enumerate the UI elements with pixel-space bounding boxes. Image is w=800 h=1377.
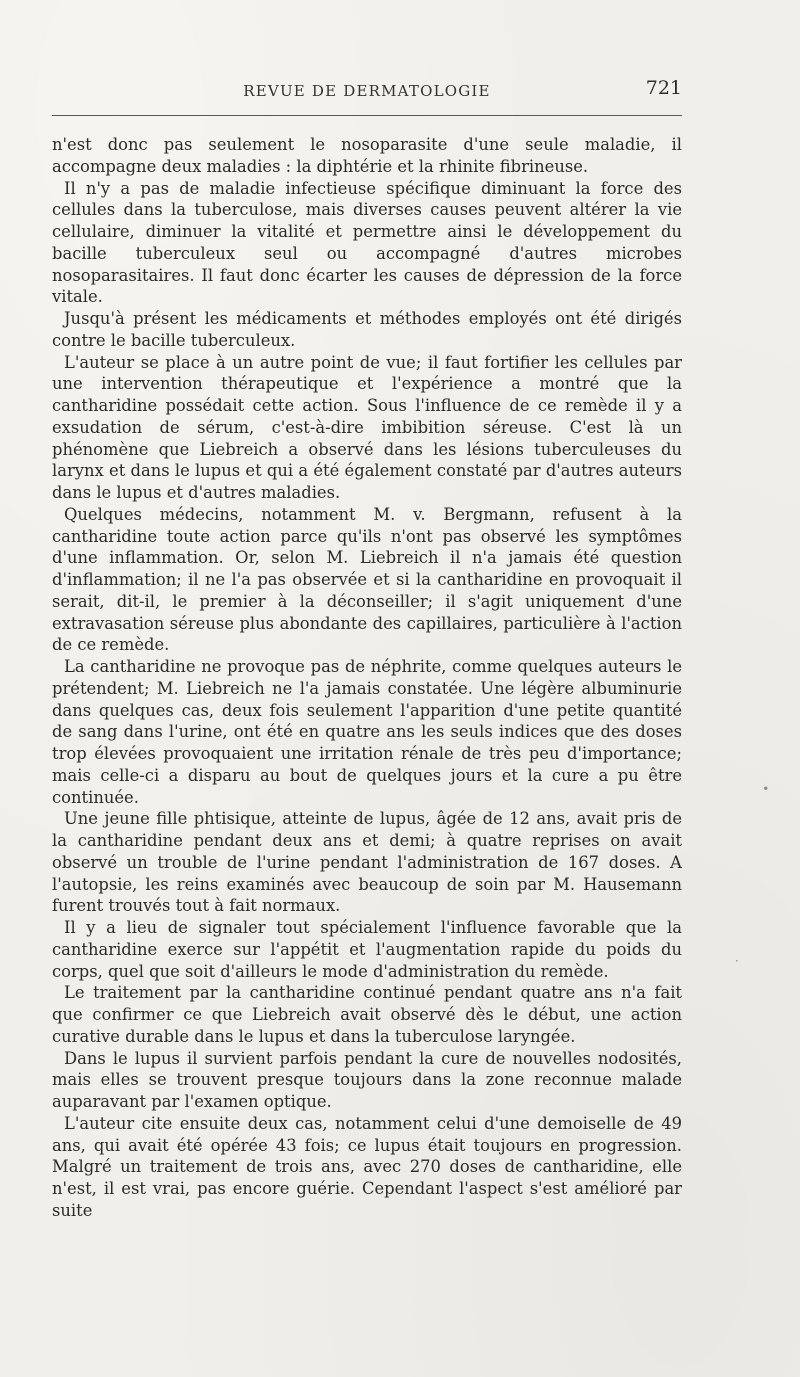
paragraph-1: n'est donc pas seulement le nosoparasite d'une seule maladie, il accompagne deux maladies : la diphtérie et la rhinite fibrineuse. <box>52 135 682 176</box>
paragraph-8: Il y a lieu de signaler tout spécialement l'influence favorable que la cantharidine exerce sur l'appétit et l'augmentation rapide du poids du corps, quel que soit d'ailleurs le mode d'administration du remède. <box>52 918 682 981</box>
paragraph-10: Dans le lupus il survient parfois pendant la cure de nouvelles nodosités, mais elles se trouvent presque toujours dans la zone reconnue malade auparavant par l'examen optique. <box>52 1048 682 1111</box>
paragraph-3: Jusqu'à présent les médicaments et méthodes employés ont été dirigés contre le bacille tuberculeux. <box>52 309 682 350</box>
margin-speck: ∙ <box>762 781 770 795</box>
header-rule <box>52 115 682 116</box>
paragraph-7: Une jeune fille phtisique, atteinte de lupus, âgée de 12 ans, avait pris de la cantharidine pendant deux ans et demi; à quatre reprises on avait observé un trouble de l'urine pendant l'administration de 167 doses. A l'autopsie, les reins examinés avec beaucoup de soin par M. Hausemann furent trouvés tout à fait normaux. <box>52 809 682 916</box>
paragraph-6: La cantharidine ne provoque pas de néphrite, comme quelques auteurs le prétendent; M. Liebreich ne l'a jamais constatée. Une légère albuminurie dans quelques cas, deux fois seulement l'apparition d'une petite quantité de sang dans l'urine, ont été en quatre ans les seuls indices que des doses trop élevées provoquaient une irritation rénale de très peu d'importance; mais celle-ci a disparu au bout de quelques jours et la cure a pu être continuée. <box>52 657 682 807</box>
journal-title: REVUE DE DERMATOLOGIE <box>243 82 491 100</box>
running-header <box>52 76 682 104</box>
paragraph-2: Il n'y a pas de maladie infectieuse spécifique diminuant la force des cellules dans la tuberculose, mais diverses causes peuvent altérer la vie cellulaire, diminuer la vitalité et permettre ainsi le développement du bacille tuberculeux seul ou accompagné d'autres microbes nosoparasitaires. Il faut donc écarter les causes de dépression de la force vitale. <box>52 178 682 307</box>
article-body <box>52 134 682 1222</box>
margin-speck-2: · <box>735 954 739 968</box>
paragraph-4: L'auteur se place à un autre point de vue; il faut fortifier les cellules par une intervention thérapeutique et l'expérience a montré que la cantharidine possédait cette action. Sous l'influence de ce remède il y a exsudation de sérum, c'est-à-dire imbibition séreuse. C'est là un phénomène que Liebreich a observé dans les lésions tuberculeuses du larynx et dans le lupus et qui a été également constaté par d'autres auteurs dans le lupus et d'autres maladies. <box>52 352 682 502</box>
paragraph-11: L'auteur cite ensuite deux cas, notamment celui d'une demoiselle de 49 ans, qui avait été opérée 43 fois; ce lupus était toujours en progression. Malgré un traitement de trois ans, avec 270 doses de cantharidine, elle n'est, il est vrai, pas encore guérie. Cependant l'aspect s'est amélioré par suite <box>52 1113 682 1220</box>
paragraph-9: Le traitement par la cantharidine continué pendant quatre ans n'a fait que confirmer ce que Liebreich avait observé dès le début, une action curative durable dans le lupus et dans la tuberculose laryngée. <box>52 983 682 1046</box>
paragraph-5: Quelques médecins, notamment M. v. Bergmann, refusent à la cantharidine toute action parce qu'ils n'ont pas observé les symptômes d'une inflammation. Or, selon M. Liebreich il n'a jamais été question d'inflammation; il ne l'a pas observée et si la cantharidine en provoquait il serait, dit-il, le premier à la déconseiller; il s'agit uniquement d'une extravasation séreuse plus abondante des capillaires, particulière à l'action de ce remède. <box>52 504 682 655</box>
page-number: 721 <box>645 77 682 99</box>
